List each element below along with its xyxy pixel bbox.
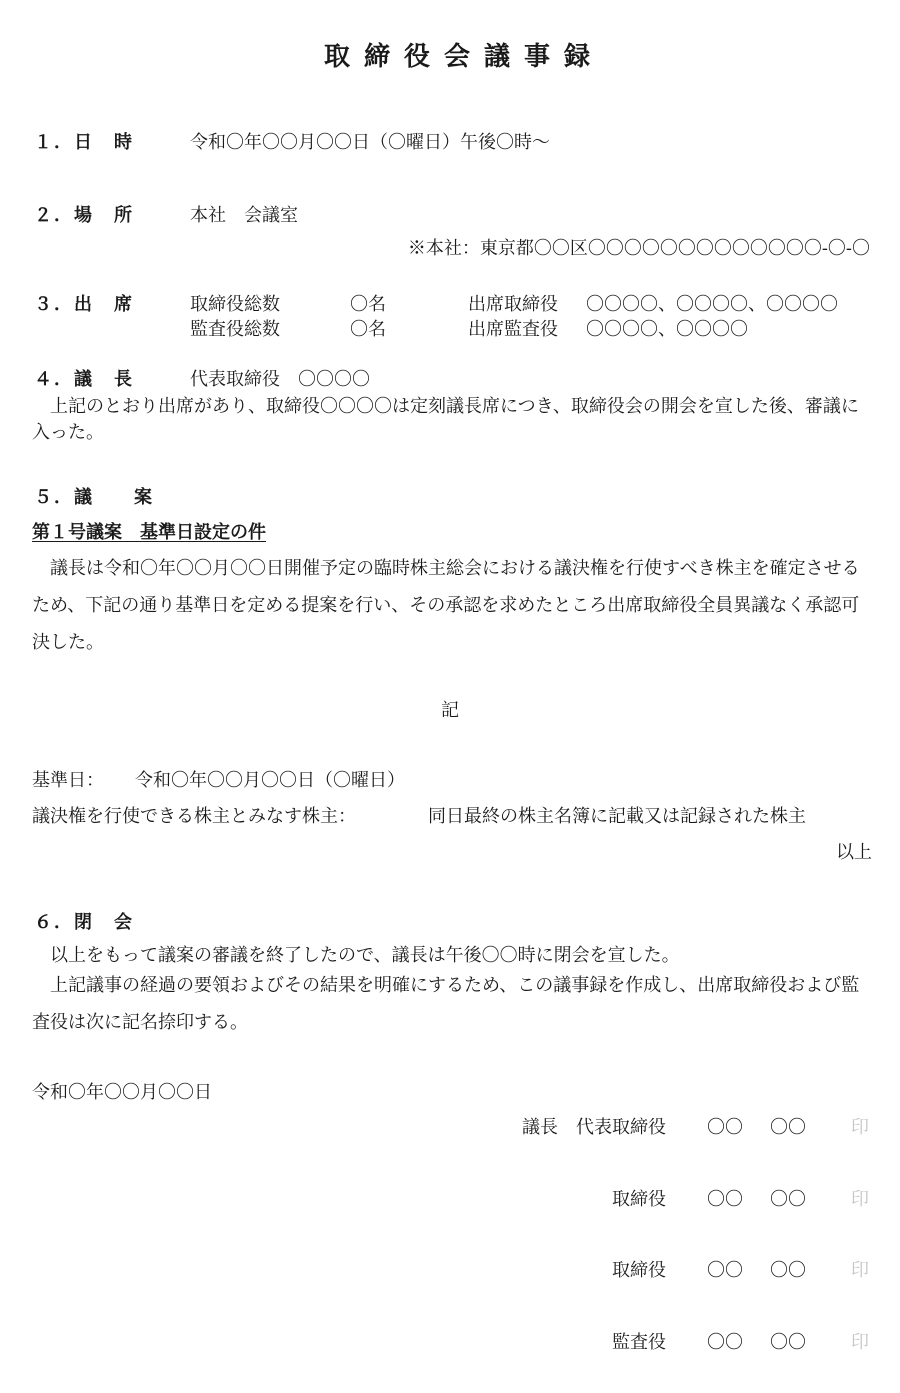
shareholders-label: 議決権を行使できる株主とみなす株主： [32,806,356,827]
agenda-paragraph: 議長は令和〇年〇〇月〇〇日開催予定の臨時株主総会における議決権を行使すべき株主を確定させるため、下記の通り基準日を定める提案を行い、その承認を求めたところ出席取締役全員異議なく承認可決した。 [32,558,860,653]
section-label-closing: ６．閉 会 [34,912,134,933]
directors-total-label: 取締役総数 [190,294,280,315]
chair-value: 代表取締役 〇〇〇〇 [190,369,370,390]
ijou-text: 以上 [836,842,872,863]
signature-given-name: 〇〇 [770,1117,806,1138]
record-date-value: 令和〇年〇〇月〇〇日（〇曜日） [135,770,405,791]
place-address-note: ※本社：東京都〇〇区〇〇〇〇〇〇〇〇〇〇〇〇〇-〇-〇 [407,238,870,259]
seal-mark: 印 [851,1117,869,1138]
section-label-attendance: ３．出 席 [34,294,134,315]
section-label-agenda: ５．議 案 [34,487,154,508]
signature-surname: 〇〇 [707,1189,743,1210]
signature-surname: 〇〇 [707,1260,743,1281]
chair-paragraph: 上記のとおり出席があり、取締役〇〇〇〇は定刻議長席につき、取締役会の開会を宣した後、審議に入った。 [32,396,859,443]
present-directors-label: 出席取締役 [468,294,558,315]
signature-given-name: 〇〇 [770,1332,806,1353]
closing-paragraph-2: 上記議事の経過の要領およびその結果を明確にするため、この議事録を作成し、出席取締役および監査役は次に記名捺印する。 [32,975,860,1033]
signature-surname: 〇〇 [707,1117,743,1138]
auditors-total-value: 〇名 [350,319,386,340]
section-label-place: ２．場 所 [34,205,134,226]
seal-mark: 印 [851,1189,869,1210]
closing-paragraph-1: 以上をもって議案の審議を終了したので、議長は午後〇〇時に閉会を宣した。 [50,945,680,966]
datetime-value: 令和〇年〇〇月〇〇日（〇曜日）午後〇時～ [190,132,550,153]
shareholders-value: 同日最終の株主名簿に記載又は記録された株主 [428,806,806,827]
seal-mark: 印 [851,1332,869,1353]
signature-role: 取締役 [612,1260,666,1281]
signature-given-name: 〇〇 [770,1189,806,1210]
record-date-label: 基準日： [32,770,104,791]
place-value: 本社 会議室 [190,205,298,226]
present-directors-value: 〇〇〇〇、〇〇〇〇、〇〇〇〇 [586,294,838,315]
signature-role: 取締役 [612,1189,666,1210]
present-auditors-value: 〇〇〇〇、〇〇〇〇 [586,319,748,340]
signature-given-name: 〇〇 [770,1260,806,1281]
signature-role: 監査役 [612,1332,666,1353]
ki-heading: 記 [441,700,459,721]
seal-mark: 印 [851,1260,869,1281]
present-auditors-label: 出席監査役 [468,319,558,340]
section-label-chair: ４．議 長 [34,369,134,390]
signature-role: 議長 代表取締役 [522,1117,666,1138]
directors-total-value: 〇名 [350,294,386,315]
auditors-total-label: 監査役総数 [190,319,280,340]
document-title: 取締役会議事録 [323,42,604,72]
agenda-item-heading: 第１号議案 基準日設定の件 [32,522,266,543]
section-label-datetime: １．日 時 [34,132,134,153]
signature-surname: 〇〇 [707,1332,743,1353]
signature-date: 令和〇年〇〇月〇〇日 [32,1082,212,1103]
